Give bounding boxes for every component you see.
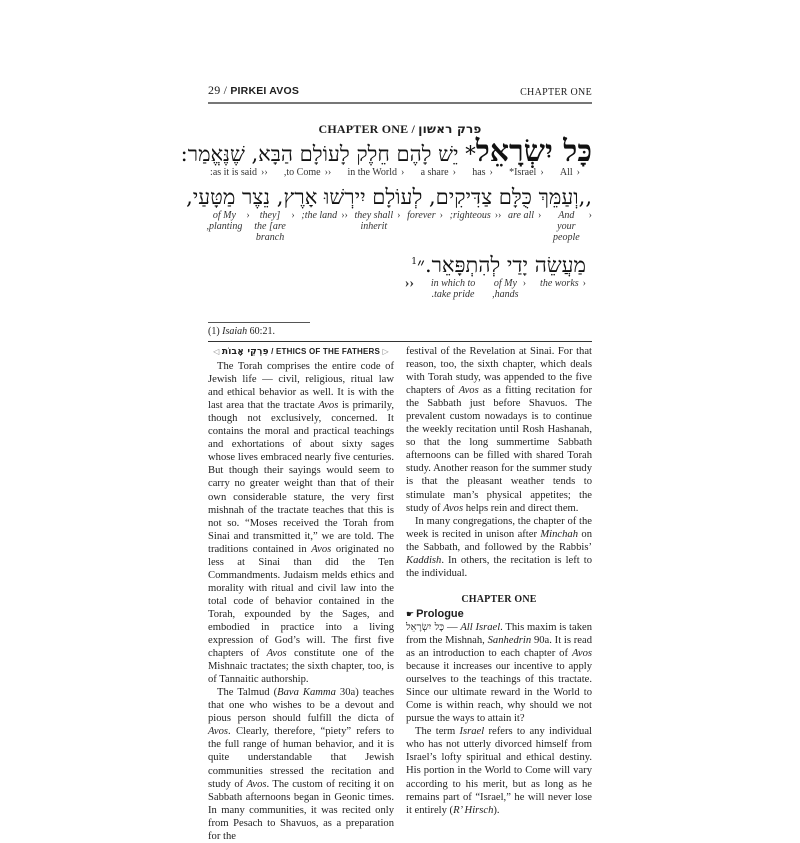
- running-head-separator: /: [220, 83, 231, 97]
- gloss-end-arrow: ‹‹: [404, 276, 415, 291]
- gloss: ‹‹ the land;: [301, 210, 348, 221]
- running-head-chapter: CHAPTER ONE: [520, 87, 592, 98]
- commentary-paragraph: כָּל יִשְׂרָאֵל — All Israel. This maxim is taken from the Mishnah, Sanhedrin 90a. It is read as an introduction to each chapter of Avos because it increases our incentive to apply ourselves to the teachings of this tractate. Since our ultimate reward in the World to Come is within reach, why should we not pursue the ways to attain it?: [406, 621, 592, 725]
- commentary-paragraph: The Torah comprises the entire code of Jewish life — civil, religious, ritual law and ethical behavior as well. It is with the last area that the tractate Avos is primarily, though not exclusively, concerned. It contains the moral and practical teachings and exhortations of about sixty sages whose lives embraced nearly five centuries. But though their sayings would seem to carry no greater weight than that of their own considerable stature, the very first mishnah of the tractate teaches that this is not so. “Moses received the Torah from Sinai and transmitted it,” we are told. The traditions contained in Avos originated no less at Sinai than did the Ten Commandments. Judaism melds ethics and morality with ritual and civil law into the total code of behavior contained in the Torah, expounded by the Sages, and embodied in practice into a living expression of God’s will. The first five chapters of Avos constitute one of the Mishnaic tractates; the sixth chapter, too, is of Tannaitic authorship.: [208, 361, 394, 686]
- gloss: ‹ And your people: [553, 210, 592, 243]
- ornament-left-icon: ◁: [213, 347, 220, 356]
- gloss: in which to take pride.: [430, 278, 476, 300]
- commentary-paragraph: In many congregations, the chapter of the week is recited in unison after Minchah on the Sabbath, and followed by the Rabbis’ Kaddish. In others, the recitation is left to the individual.: [406, 515, 592, 579]
- verse-line-3-hebrew: [208, 249, 592, 278]
- footnote-rule: [208, 322, 310, 323]
- commentary-paragraph: The term Israel refers to any individual who has not utterly divorced himself from Israel’s lofty spiritual and ethical destiny. His portion in the World to Come will vary according to his merit, but as long as he remains part of “Israel,” he will never lose it entirely (R’ Hirsch).: [406, 726, 592, 816]
- footnote-marker: 1: [411, 257, 417, 267]
- verse-asterisk: *: [465, 142, 476, 166]
- verse-line-1-rest: יֵשׁ לָהֶם חֵלֶק לָעוֹלָם הַבָּא, שֶׁנֶּאֱמַר:: [180, 142, 466, 166]
- gloss: ‹ All: [559, 167, 580, 178]
- gloss: ‹ [they are] the branch: [254, 210, 295, 243]
- commentary-chapter-heading: CHAPTER ONE: [461, 593, 537, 605]
- gloss: ‹ of My hands,: [492, 278, 527, 300]
- lemma-hebrew: כָּל יִשְׂרָאֵל: [406, 621, 445, 633]
- gloss: ‹ are all: [508, 210, 542, 221]
- chapter-heading-english: CHAPTER ONE: [318, 122, 409, 136]
- section-head-english: ETHICS OF THE FATHERS: [276, 347, 381, 356]
- verse-line-1: [180, 134, 592, 178]
- footnote-number: (1): [208, 326, 220, 337]
- verse-line-2-hebrew: ,,וְעַמֵּךְ כֻּלָּם צַדִּיקִים, לְעוֹלָם יִירְשׁוּ אָרֶץ, נֵצֶר מַטָּעַי,: [186, 185, 592, 209]
- footnote-source: Isaiah: [222, 326, 248, 337]
- verse-line-1-hebrew: [180, 134, 592, 169]
- running-head: [208, 82, 592, 98]
- verse-line-3-glosses: [208, 278, 592, 300]
- gloss: ‹‹ righteous;: [449, 210, 502, 221]
- prologue-label: Prologue: [416, 607, 464, 620]
- verse-line-3-text: מַעֲשֵׂה יָדַי לְהִתְפָּאֵר.״: [416, 253, 586, 277]
- section-head-separator: /: [268, 347, 277, 356]
- verse-line-2: [186, 184, 592, 243]
- commentary-paragraph: festival of the Revelation at Sinai. For that reason, too, the sixth chapter, which deals with Torah study, was appended to the five chapters of Avos as a fitting recitation for the Sabbath just before Shavuos. The prevalent custom nowadays is to continue the weekly recitation until Rosh Hashanah, so that the long summertime Sabbath afternoons can be filled with shared Torah study. Another reason for the summer study is that the pleasant weather tends to stimulate man’s physical appetites; the study of Avos helps rein and direct them.: [406, 346, 592, 514]
- gloss: ‹ the works: [540, 278, 586, 289]
- commentary-paragraph: The Talmud (Bava Kamma 30a) teaches that one who wishes to be a devout and pious person should fulfill the dicta of Avos. Clearly, therefore, “piety” refers to the full range of human behavior, and it is quite understandable that Jewish communities stressed the recitation and study of Avos. The custom of reciting it on Sabbath afternoons began in Geonic times. In many communities, it was recited only from Pesach to Shavuos, as a preparation for the: [208, 687, 394, 842]
- ornament-right-icon: ▷: [382, 347, 389, 356]
- footnote-reference: 60:21.: [249, 326, 275, 337]
- commentary-left-column: [208, 345, 394, 843]
- gloss: ‹ they shall inherit: [354, 210, 401, 232]
- book-page: [180, 82, 592, 843]
- page-number: 29: [208, 83, 221, 97]
- lemma-english: All Israel: [460, 621, 501, 633]
- gloss: ‹ has: [472, 167, 493, 178]
- chapter-heading-hebrew: פרק ראשון: [418, 122, 482, 136]
- commentary-right-column: [406, 345, 592, 843]
- gloss: ‹‹ to Come,: [283, 167, 332, 178]
- pointing-hand-icon: ☛: [406, 608, 415, 619]
- gloss: ‹ in the World: [347, 167, 405, 178]
- gloss: ‹‹ as it is said:: [210, 167, 268, 178]
- gloss: ‹ Israel*: [509, 167, 544, 178]
- chapter-heading-separator: /: [408, 122, 419, 136]
- verse-line-1-glosses: [208, 167, 592, 178]
- verse-line-3: [208, 249, 592, 300]
- section-head-hebrew: פִּרְקֵי אָבוֹת: [221, 347, 269, 357]
- commentary: [208, 345, 592, 843]
- section-head: [208, 345, 394, 359]
- commentary-rule: [208, 341, 592, 342]
- gloss: ‹ of My planting,: [206, 210, 250, 232]
- footnote: [208, 326, 592, 337]
- book-title: PIRKEI AVOS: [230, 85, 300, 97]
- gloss: ‹ forever: [407, 210, 443, 221]
- running-head-left: [208, 83, 299, 98]
- prologue-heading: [406, 608, 592, 621]
- header-rule: [208, 102, 592, 104]
- gloss: ‹ a share: [420, 167, 456, 178]
- verse-lead-words: כָּל יִשְׂרָאֵל: [475, 134, 592, 169]
- verse-line-2-glosses: [208, 210, 592, 243]
